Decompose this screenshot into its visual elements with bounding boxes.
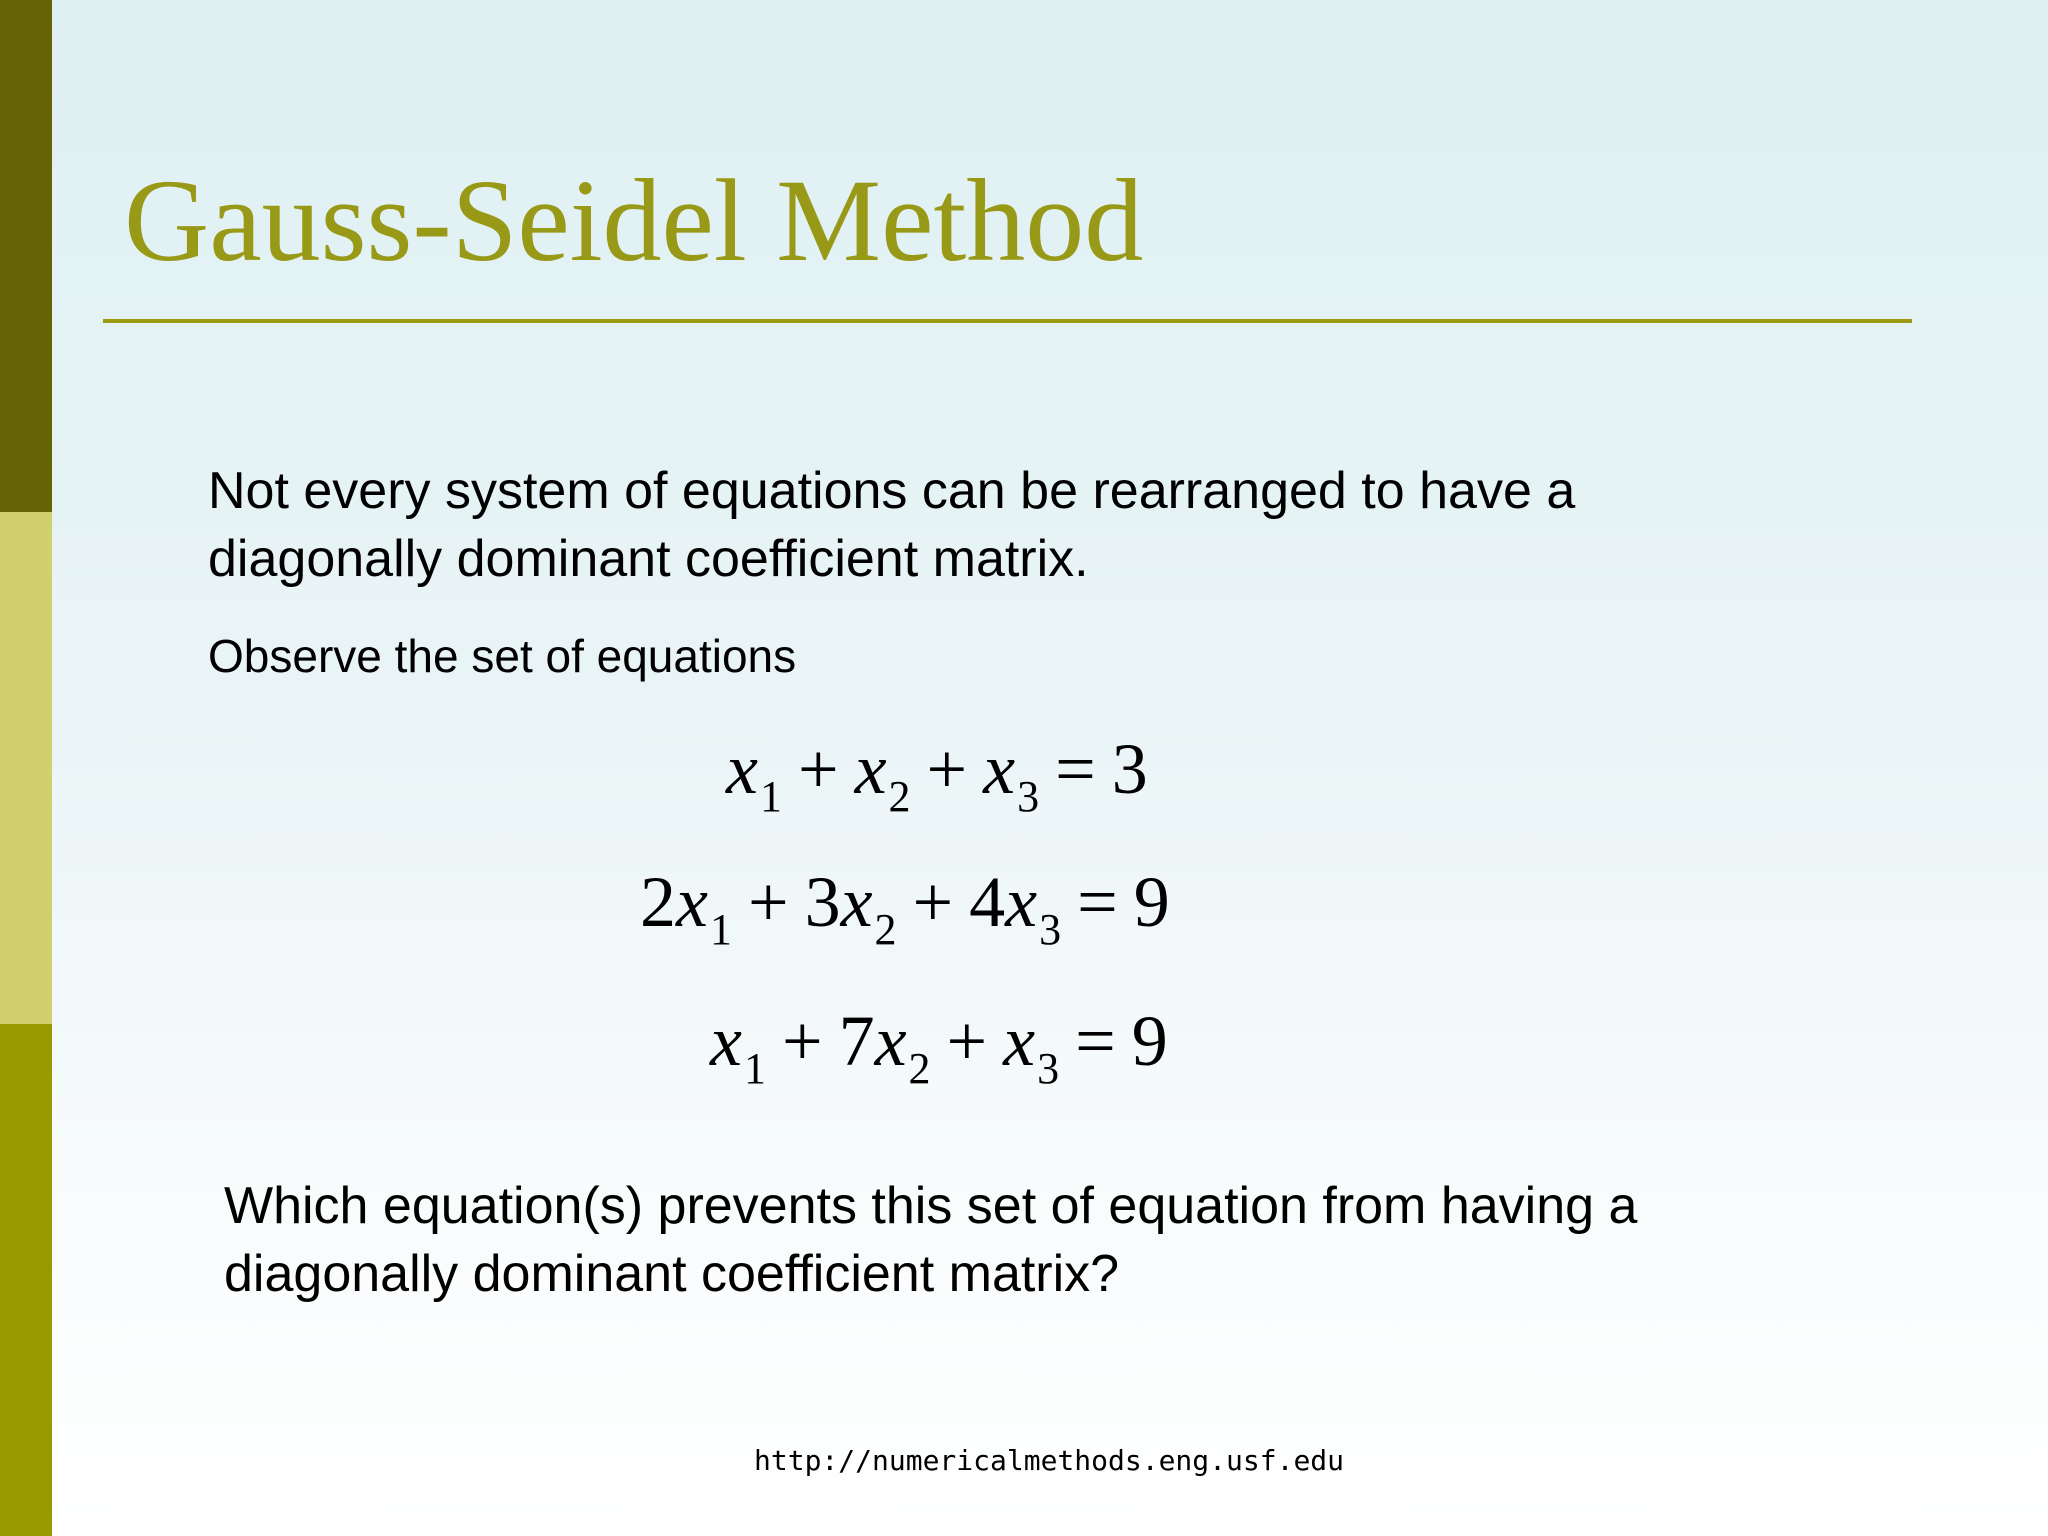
eq2-sub-3: 3	[1039, 905, 1062, 954]
eq2-equals: =	[1077, 862, 1118, 942]
eq1-var-3: x	[983, 729, 1016, 809]
accent-bar-segment-top	[0, 0, 52, 512]
eq2-coef-2: 3	[804, 862, 841, 942]
eq3-plus-1: +	[781, 1001, 823, 1081]
eq2-rhs: 9	[1133, 862, 1170, 942]
eq3-plus-2: +	[946, 1001, 988, 1081]
eq1-var-2: x	[854, 729, 887, 809]
eq3-rhs: 9	[1131, 1001, 1168, 1081]
eq1-rhs: 3	[1111, 729, 1148, 809]
eq3-var-1: x	[710, 1001, 742, 1081]
question-line-1: Which equation(s) prevents this set of equation from having a	[224, 1177, 1638, 1235]
observe-text: Observe the set of equations	[208, 630, 797, 682]
eq2-sub-1: 1	[709, 905, 732, 954]
eq1-plus-2: +	[926, 729, 968, 809]
eq3-var-3: x	[1003, 1001, 1036, 1081]
eq2-plus-2: +	[912, 862, 954, 942]
eq1-plus-1: +	[797, 729, 839, 809]
eq2-plus-1: +	[747, 862, 789, 942]
eq1-var-1: x	[726, 729, 758, 809]
intro-line-2: diagonally dominant coefficient matrix.	[208, 530, 1089, 588]
question-line-2: diagonally dominant coefficient matrix?	[224, 1245, 1120, 1303]
eq3-sub-1: 1	[743, 1044, 766, 1093]
intro-line-1: Not every system of equations can be rearranged to have a	[208, 462, 1576, 520]
eq2-coef-1: 2	[640, 862, 676, 942]
accent-bar-segment-middle	[0, 512, 52, 1024]
eq1-sub-2: 2	[888, 772, 911, 821]
eq3-var-2: x	[874, 1001, 907, 1081]
eq2-coef-3: 4	[969, 862, 1006, 942]
left-accent-bar	[0, 0, 52, 1536]
question-paragraph	[224, 1172, 1637, 1308]
slide-title: Gauss-Seidel Method	[124, 155, 1144, 286]
eq1-sub-3: 3	[1017, 772, 1040, 821]
equation-3	[710, 1001, 1168, 1093]
eq2-sub-2: 2	[874, 905, 897, 954]
eq2-var-2: x	[840, 862, 873, 942]
eq3-coef-2: 7	[838, 1001, 875, 1081]
accent-bar-segment-bottom	[0, 1024, 52, 1536]
eq3-sub-3: 3	[1037, 1044, 1060, 1093]
title-underline	[103, 319, 1912, 323]
eq3-equals: =	[1075, 1001, 1116, 1081]
equation-2	[640, 862, 1170, 954]
eq1-equals: =	[1055, 729, 1096, 809]
eq2-var-1: x	[676, 862, 708, 942]
eq1-sub-1: 1	[759, 772, 782, 821]
intro-paragraph	[208, 457, 1575, 593]
equation-1	[726, 729, 1148, 821]
eq2-var-3: x	[1005, 862, 1038, 942]
eq3-sub-2: 2	[908, 1044, 931, 1093]
footer-url: http://numericalmethods.eng.usf.edu	[754, 1444, 1345, 1477]
